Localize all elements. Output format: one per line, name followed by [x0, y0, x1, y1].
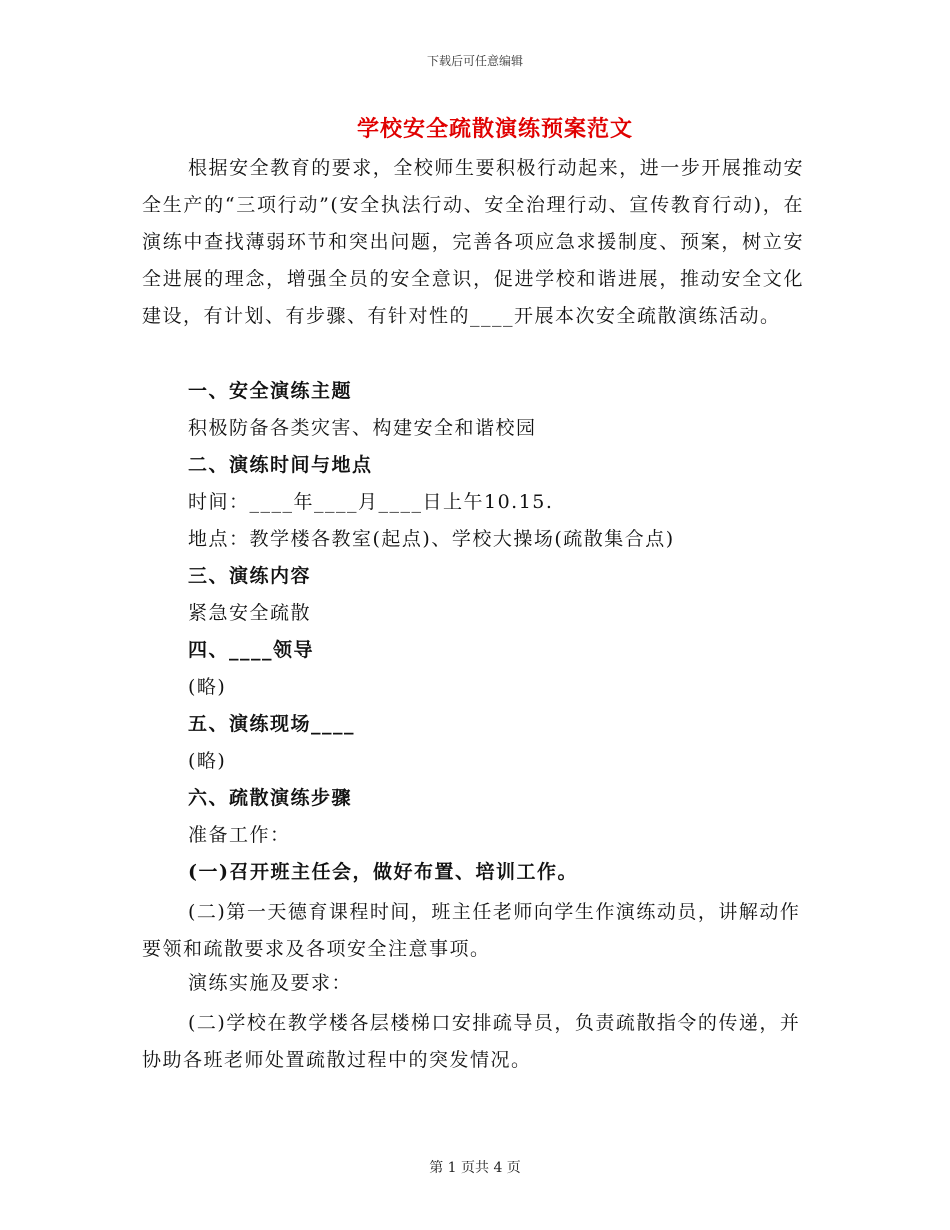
page-footer: 第 1 页共 4 页 [429, 1160, 521, 1176]
section-6-prep: 准备工作： [188, 824, 291, 846]
section-5-heading: 五、演练现场____ [188, 713, 356, 735]
section-3-text: 紧急安全疏散 [188, 602, 312, 624]
section-1-text: 积极防备各类灾害、构建安全和谐校园 [188, 417, 537, 439]
section-2-heading: 二、演练时间与地点 [188, 454, 373, 476]
document-title: 学校安全疏散演练预案范文 [356, 116, 633, 142]
intro-paragraph: 根据安全教育的要求，全校师生要积极行动起来，进一步开展推动安全生产的“三项行动”(安全执法行动、安全治理行动、宣传教育行动)，在演练中查找薄弱环节和突出问题，完善各项应急求援制度、预案，树立安全进展的理念，增强全员的安全意识，促进学校和谐进展，推动安全文化建设，有计划、有步骤、有针对性的____开展本次安全疏散演练活动。 [142, 157, 804, 327]
section-4-heading: 四、____领导 [188, 639, 315, 661]
section-6-heading: 六、疏散演练步骤 [188, 787, 353, 809]
section-6-item-1: (一)召开班主任会，做好布置、培训工作。 [188, 861, 578, 883]
section-6-impl: 演练实施及要求： [188, 972, 353, 994]
section-1-heading: 一、安全演练主题 [188, 380, 353, 402]
section-3-heading: 三、演练内容 [188, 565, 312, 587]
section-5-text: (略) [188, 750, 227, 772]
section-6-item-3: (二)学校在教学楼各层楼梯口安排疏导员，负责疏散指令的传递，并协助各班老师处置疏散过程中的突发情况。 [142, 1012, 801, 1071]
page-header: 下载后可任意编辑 [426, 54, 523, 68]
section-2-time: 时间：____年____月____日上午10.15. [188, 491, 554, 513]
section-4-text: (略) [188, 676, 227, 698]
section-6-item-2: (二)第一天德育课程时间，班主任老师向学生作演练动员，讲解动作要领和疏散要求及各项安全注意事项。 [142, 901, 801, 960]
section-2-place: 地点：教学楼各教室(起点)、学校大操场(疏散集合点) [188, 528, 675, 550]
